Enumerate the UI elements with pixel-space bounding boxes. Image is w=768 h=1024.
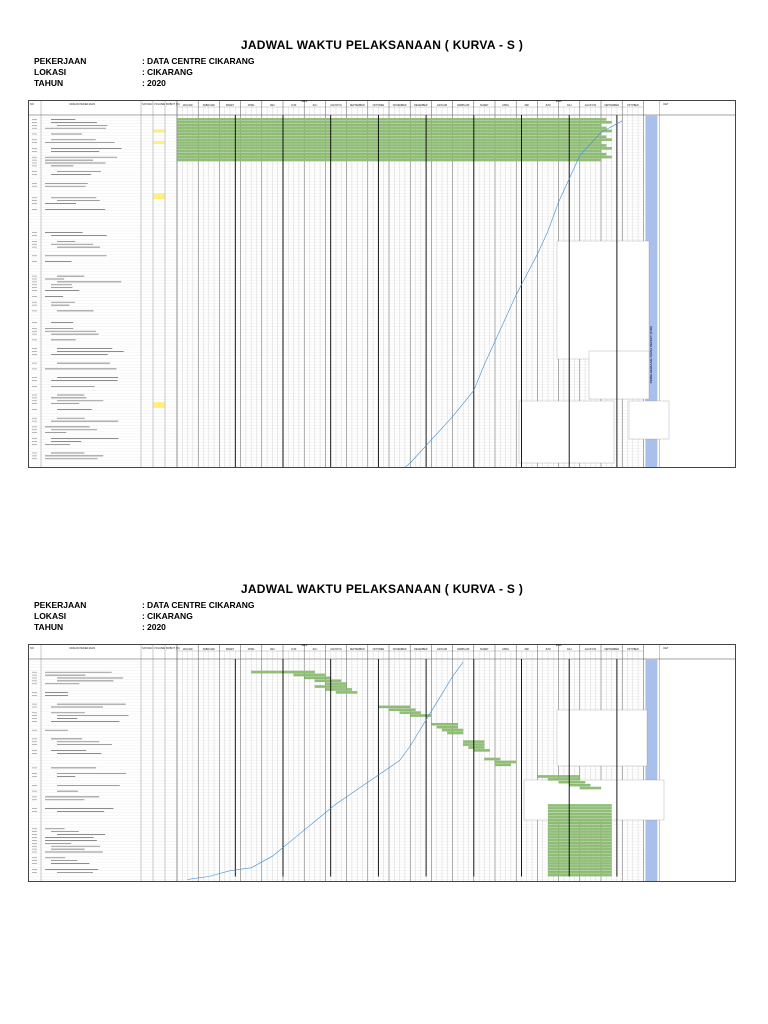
month-label: FEBRUARI [457,648,470,651]
month-label: AGUSTUS [584,104,597,107]
task-bar [548,816,612,818]
month-label: JANUARI [182,648,193,651]
field-value-lokasi: CIKARANG [147,67,193,77]
schedule-grid [28,644,736,882]
task-bar [177,139,612,141]
task-bar [548,862,612,864]
task-bar [548,822,612,824]
blank-panel [557,241,649,359]
highlight-cell [154,196,165,199]
task-bar [548,819,612,821]
schedule-sheet-2 [28,582,736,882]
task-bar [548,848,612,850]
month-label: MARET [225,648,235,651]
task-bar [177,153,606,155]
highlight-cell [154,130,165,133]
task-bar [548,871,612,873]
task-bar [548,830,612,832]
task-bar [325,683,346,685]
column-header: SATUAN [142,103,153,106]
project-info [28,56,736,100]
task-bar [548,807,612,809]
month-label: MEI [270,104,275,107]
field-label-pekerjaan: PEKERJAAN [34,56,87,66]
month-label: APRIL [502,104,510,107]
project-info-row [28,67,736,78]
month-label: OKTOBER [372,648,385,651]
task-bar [548,874,612,876]
task-bar [177,156,612,158]
highlight-cell [154,402,165,405]
task-bar [177,141,601,143]
highlight-cell [154,141,165,144]
blank-panel [557,710,647,766]
month-label: NOVEMBER [392,648,407,651]
month-label: JUNI [290,648,297,651]
task-bar [548,813,612,815]
task-bar [177,159,601,161]
task-bar [548,836,612,838]
column-header: BOBOT (%) [166,647,180,650]
column-header-ket: KET [663,103,669,106]
field-value-pekerjaan: DATA CENTRE CIKARANG [147,600,255,610]
maintenance-label: PEMELIHARAAN / MASA DEFECT (FHO) [649,326,654,384]
month-label: DESEMBER [414,104,428,107]
field-value-tahun: 2020 [147,622,166,632]
gantt-svg [29,645,735,881]
project-info-row [28,56,736,67]
project-info-row [28,622,736,633]
month-label: JULI [312,648,318,651]
year-label: 2019 [301,644,308,647]
column-header: VOLUME [154,103,165,106]
task-bar [537,775,579,777]
task-bar [495,761,516,763]
task-bar [177,118,606,120]
month-label: MEI [524,648,529,651]
task-bar [294,671,315,673]
document-title: JADWAL WAKTU PELAKSANAAN ( KURVA - S ) [240,38,524,52]
task-bar [474,749,490,751]
task-bar [378,706,410,708]
field-colon: : [142,56,145,66]
task-bar [177,124,601,126]
task-bar [442,729,463,731]
field-label-tahun: TAHUN [34,622,64,632]
task-bar [548,845,612,847]
month-label: DESEMBER [414,648,428,651]
maintenance-column [645,659,657,881]
column-header-ket: KET [663,647,669,650]
document-title: JADWAL WAKTU PELAKSANAAN ( KURVA - S ) [240,582,524,596]
month-label: OKTOBER [626,648,639,651]
month-label: FEBRUARI [202,648,215,651]
task-bar [294,674,326,676]
column-header: SATUAN [142,647,153,650]
month-label: SEPTEMBER [604,104,619,107]
field-label-lokasi: LOKASI [34,611,67,621]
task-bar [177,127,606,129]
task-bar [437,726,458,728]
task-bar [177,121,612,123]
blank-panel [629,401,669,439]
field-label-tahun: TAHUN [34,78,64,88]
month-label: SEPTEMBER [349,648,365,651]
month-label: AGUSTUS [330,104,342,107]
column-header: VOLUME [154,647,165,650]
blank-panel [589,351,649,399]
month-label: JANUARI [436,648,448,651]
column-header: URAIAN PEKERJAAN [69,647,95,650]
column-header: URAIAN PEKERJAAN [69,103,95,106]
month-label: JANUARI [182,104,193,107]
month-label: MEI [270,648,275,651]
field-label-pekerjaan: PEKERJAAN [34,600,87,610]
field-value-pekerjaan: DATA CENTRE CIKARANG [147,56,255,66]
highlight-cell [154,193,165,196]
field-value-tahun: 2020 [147,78,166,88]
task-bar [548,825,612,827]
project-info-row [28,600,736,611]
task-bar [177,130,612,132]
month-label: AGUSTUS [584,648,597,651]
task-bar [580,787,601,789]
task-bar [484,758,500,760]
field-colon: : [142,611,145,621]
task-bar [431,723,458,725]
month-label: JUNI [290,104,297,107]
month-label: MARET [480,648,489,651]
month-label: APRIL [247,104,255,107]
field-colon: : [142,78,145,88]
month-label: FEBRUARI [202,104,215,107]
task-bar [548,854,612,856]
task-bar [548,828,612,830]
column-header: NO [30,647,34,650]
month-label: JUNI [545,648,551,651]
task-bar [495,764,511,766]
month-label: JANUARI [436,104,448,107]
blank-panel [519,401,614,463]
task-bar [315,680,342,682]
field-colon: : [142,600,145,610]
column-header: BOBOT (%) [166,103,180,106]
project-info [28,600,736,644]
schedule-grid [28,100,736,468]
task-bar [177,147,612,149]
task-bar [548,851,612,853]
field-colon: : [142,67,145,77]
task-bar [548,839,612,841]
task-bar [548,833,612,835]
schedule-sheet-1 [28,38,736,468]
task-bar [447,732,463,734]
month-label: OKTOBER [626,104,639,107]
task-bar [559,781,586,783]
month-label: MARET [480,104,489,107]
month-label: NOVEMBER [392,104,407,107]
field-colon: : [142,622,145,632]
month-label: APRIL [502,648,510,651]
task-bar [304,677,331,679]
task-bar [469,746,485,748]
task-bar [548,778,580,780]
task-bar [548,868,612,870]
task-bar [548,842,612,844]
task-bar [548,857,612,859]
field-value-lokasi: CIKARANG [147,611,193,621]
gantt-svg [29,101,735,467]
month-label: OKTOBER [372,104,385,107]
month-label: JULI [566,104,572,107]
task-bar [177,144,606,146]
task-bar [336,691,357,693]
column-header: NO [30,103,34,106]
year-label: 2020 [555,100,562,103]
month-label: FEBRUARI [457,104,470,107]
month-label: JULI [312,104,318,107]
field-label-lokasi: LOKASI [34,67,67,77]
month-label: JUNI [545,104,551,107]
project-info-row [28,611,736,622]
month-label: MARET [225,104,235,107]
task-bar [548,859,612,861]
month-label: JULI [566,648,572,651]
month-label: AGUSTUS [330,648,342,651]
task-bar [569,784,590,786]
task-bar [389,709,416,711]
task-bar [177,136,606,138]
task-bar [251,671,293,673]
task-bar [177,133,601,135]
year-label: 2020 [555,644,562,647]
task-bar [548,810,612,812]
task-bar [548,865,612,867]
month-label: SEPTEMBER [604,648,619,651]
month-label: MEI [524,104,529,107]
highlight-cell [154,405,165,408]
task-bar [325,688,352,690]
month-label: SEPTEMBER [349,104,365,107]
project-info-row [28,78,736,89]
task-bar [548,804,612,806]
month-label: APRIL [247,648,255,651]
task-bar [177,150,601,152]
task-bar [400,712,421,714]
year-label: 2019 [301,100,308,103]
